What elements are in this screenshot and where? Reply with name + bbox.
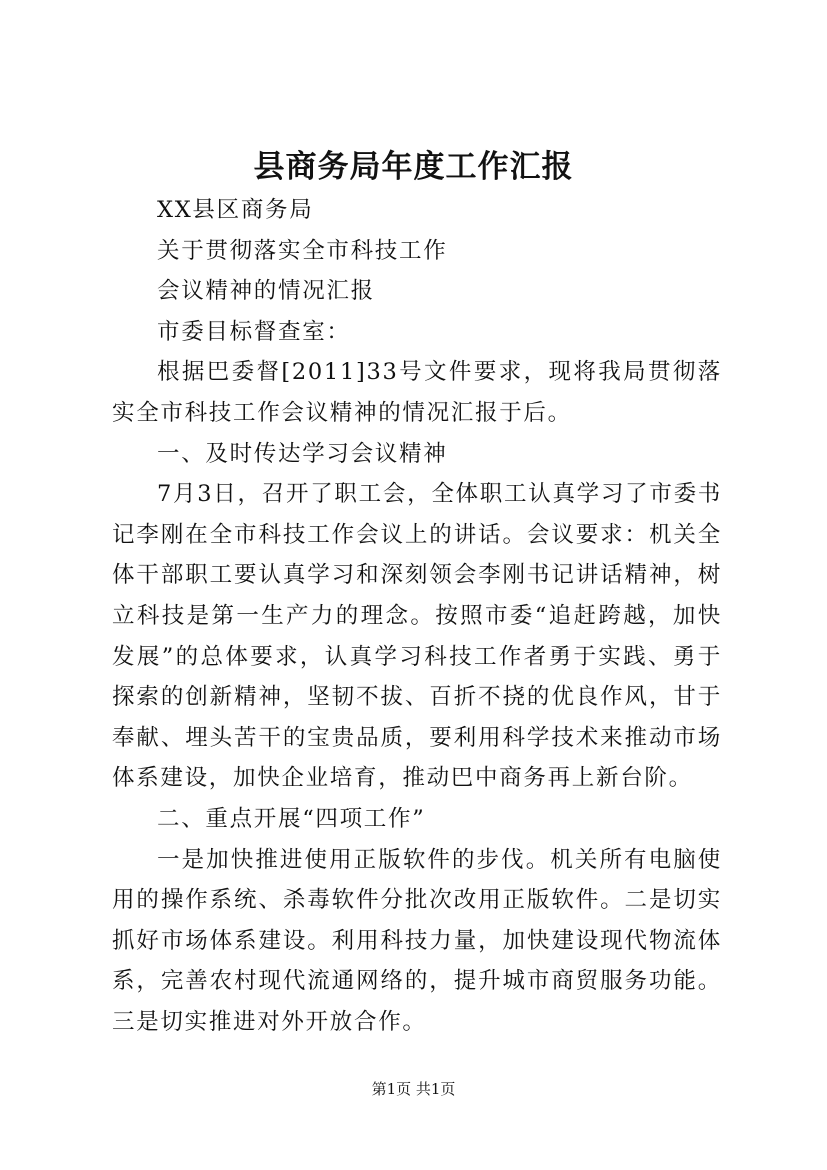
document-title: 县商务局年度工作汇报 [253,149,574,185]
paragraph-subject-line-2: 会议精神的情况汇报 [157,278,375,305]
paragraph-recipient: 市委目标督查室： [157,318,351,345]
section-heading-2: 二、重点开展“四项工作” [157,805,426,832]
paragraph-subject-line-1: 关于贯彻落实全市科技工作 [157,237,448,264]
paragraph-intro: 根据巴委督[2011]33号文件要求，现将我局贯彻落实全市科技工作会议精神的情况汇报于后。 [112,359,722,426]
paragraph-section-1: 7月3日，召开了职工会，全体职工认真学习了市委书记李刚在全市科技工作会议上的讲话。会议要求：机关全体干部职工要认真学习和深刻领会李刚书记讲话精神，树立科技是第一生产力的理念。按照市委“追赶跨越，加快发展”的总体要求，认真学习科技工作者勇于实践、勇于探索的创新精神，坚韧不拔、百折不挠的优良作风，甘于奉献、埋头苦干的宝贵品质，要利用科学技术来推动市场体系建设，加快企业培育，推动巴中商务再上新台阶。 [112,481,722,792]
page-footer: 第1页 共1页 [371,1080,456,1098]
paragraph-section-2: 一是加快推进使用正版软件的步伐。机关所有电脑使用的操作系统、杀毒软件分批次改用正版软件。二是切实抓好市场体系建设。利用科技力量，加快建设现代物流体系，完善农村现代流通网络的，提升城市商贸服务功能。三是切实推进对外开放合作。 [112,846,722,1035]
paragraph-org-name: XX县区商务局 [157,197,314,223]
document-body [112,190,722,1042]
section-heading-1: 一、及时传达学习会议精神 [157,440,448,467]
